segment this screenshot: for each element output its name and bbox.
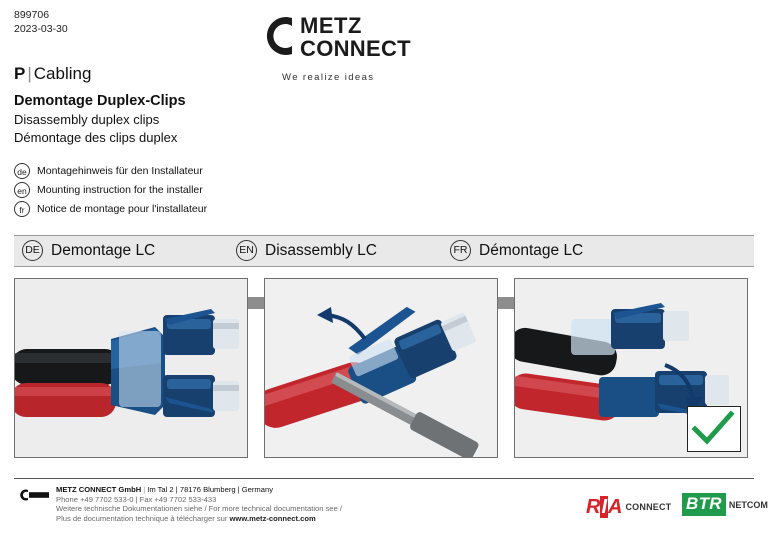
ria-wordmark: RIA	[586, 495, 623, 518]
section-label-fr: Démontage LC	[479, 241, 584, 259]
document-header	[14, 8, 754, 223]
footer-docs-line: Weitere technische Dokumentationen siehe / For more technical documentation see /	[56, 504, 343, 514]
status-badge	[687, 406, 741, 452]
note-text-fr: Notice de montage pour l'installateur	[37, 202, 208, 215]
btr-wordmark: BTR	[682, 493, 726, 516]
document-titles	[14, 92, 186, 147]
brand-logo	[252, 10, 482, 90]
doc-number: 899706	[14, 9, 50, 21]
section-heading-en	[236, 240, 377, 261]
lang-badge-en: en	[14, 182, 30, 198]
doc-date: 2023-03-30	[14, 23, 68, 35]
lang-circle-fr: FR	[450, 240, 471, 261]
brand-tagline: We realize ideas	[282, 72, 375, 83]
note-text-de: Montagehinweis für den Installateur	[37, 164, 203, 177]
step-1-photo	[14, 278, 248, 458]
footer-text	[56, 485, 342, 523]
note-text-en: Mounting instruction for the installer	[37, 183, 203, 196]
footer-docs-prefix: Plus de documentation technique à télécharger sur	[56, 513, 228, 523]
btr-sub: NETCOM	[728, 499, 768, 510]
section-label-en: Disassembly LC	[265, 241, 377, 259]
step-2-photo	[264, 278, 498, 458]
footer-address: Im Tal 2 | 78176 Blumberg | Germany	[147, 485, 273, 494]
page-title: Demontage Duplex-Clips	[14, 93, 186, 109]
footer-company: METZ CONNECT GmbH	[56, 485, 142, 494]
footer-company-line: METZ CONNECT GmbH | Im Tal 2 | 78176 Blumberg | Germany	[56, 485, 273, 494]
note-row-de	[14, 161, 207, 180]
page-title-en: Disassembly duplex clips	[14, 112, 160, 127]
brand-name-line1: METZ	[300, 13, 362, 38]
footer-phone: Phone +49 7702 533-0 | Fax +49 7702 533-433	[56, 494, 217, 504]
category-separator: |	[27, 64, 32, 83]
section-band	[14, 235, 754, 267]
document-footer	[14, 478, 768, 537]
footer-docs-line2	[56, 514, 342, 524]
ria-sub: CONNECT	[625, 502, 672, 512]
ria-a-letter: I	[601, 495, 608, 518]
brand-name-line2: CONNECT	[300, 36, 411, 61]
lang-badge-de: de	[14, 163, 30, 179]
category-letter: P	[14, 64, 26, 83]
metz-connect-footer-icon	[16, 488, 50, 500]
section-heading-fr	[450, 240, 583, 261]
category-line	[14, 64, 91, 84]
figure-row	[14, 278, 754, 458]
btr-netcom-logo	[682, 493, 768, 516]
step-3-photo	[514, 278, 748, 458]
lang-circle-en: EN	[236, 240, 257, 261]
metz-connect-c-icon	[252, 12, 296, 60]
footer-website-link[interactable]: www.metz-connect.com	[229, 513, 316, 523]
ria-connect-logo	[586, 495, 671, 519]
brand-name	[300, 14, 411, 60]
category-name: Cabling	[33, 64, 92, 83]
section-label-de: Demontage LC	[51, 241, 156, 259]
note-row-fr	[14, 199, 207, 218]
lang-circle-de: DE	[22, 240, 43, 261]
check-mark-icon	[688, 407, 738, 449]
instruction-notes	[14, 161, 207, 218]
section-heading-de	[22, 240, 155, 261]
lang-badge-fr: fr	[14, 201, 30, 217]
note-row-en	[14, 180, 207, 199]
page-title-fr: Démontage des clips duplex	[14, 130, 178, 145]
